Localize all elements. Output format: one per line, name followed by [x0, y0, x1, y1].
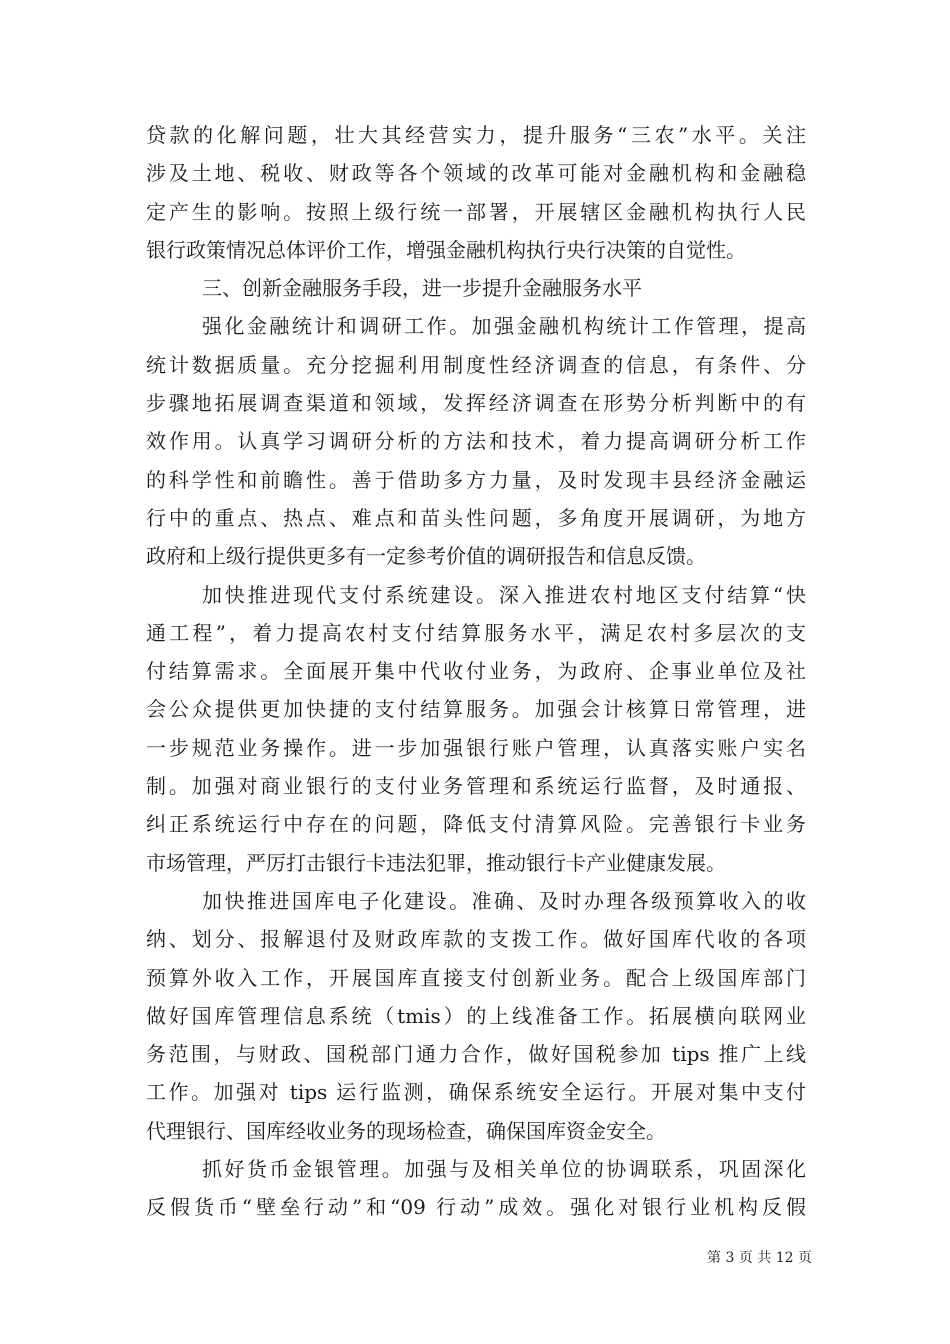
text-line: 预算外收入工作，开展国库直接支付创新业务。配合上级国库部门: [146, 965, 806, 990]
text-line: 代理银行、国库经收业务的现场检查，确保国库资金安全。: [146, 1118, 666, 1143]
paragraph-start-line: 三、创新金融服务手段，进一步提升金融服务水平: [202, 276, 642, 301]
text-line: 银行政策情况总体评价工作，增强金融机构执行央行决策的自觉性。: [146, 237, 746, 262]
text-line: 纳、划分、报解退付及财政库款的支拨工作。做好国库代收的各项: [146, 927, 806, 952]
text-line: 纠正系统运行中存在的问题，降低支付清算风险。完善银行卡业务: [146, 812, 806, 837]
text-line: 市场管理，严厉打击银行卡违法犯罪，推动银行卡产业健康发展。: [146, 850, 726, 875]
text-line: 付结算需求。全面展开集中代收付业务，为政府、企事业单位及社: [146, 659, 806, 684]
paragraph-start-line: 加快推进现代支付系统建设。深入推进农村地区支付结算“快: [202, 582, 806, 607]
paragraph-start-line: 加快推进国库电子化建设。准确、及时办理各级预算收入的收: [202, 888, 806, 913]
text-line: 一步规范业务操作。进一步加强银行账户管理，认真落实账户实名: [146, 735, 806, 760]
text-line: 的科学性和前瞻性。善于借助多方力量，及时发现丰县经济金融运: [146, 467, 806, 492]
text-line: 统计数据质量。充分挖掘利用制度性经济调查的信息，有条件、分: [146, 352, 806, 377]
document-body: [146, 116, 806, 1227]
paragraph-start-line: 抓好货币金银管理。加强与及相关单位的协调联系，巩固深化: [202, 1157, 806, 1182]
text-line: 制。加强对商业银行的支付业务管理和系统运行监督，及时通报、: [146, 774, 806, 799]
text-line: 通工程”，着力提高农村支付结算服务水平，满足农村多层次的支: [146, 620, 806, 645]
text-line: 务范围，与财政、国税部门通力合作，做好国税参加 tips 推广上线: [146, 1042, 806, 1067]
text-line: 会公众提供更加快捷的支付结算服务。加强会计核算日常管理，进: [146, 697, 806, 722]
text-line: 步骤地拓展调查渠道和领域，发挥经济调查在形势分析判断中的有: [146, 391, 806, 416]
text-line: 效作用。认真学习调研分析的方法和技术，着力提高调研分析工作: [146, 429, 806, 454]
text-line: 定产生的影响。按照上级行统一部署，开展辖区金融机构执行人民: [146, 199, 806, 224]
text-line: 贷款的化解问题，壮大其经营实力，提升服务“三农”水平。关注: [146, 123, 806, 147]
text-line: 反假货币“壁垒行动”和“09 行动”成效。强化对银行业机构反假: [146, 1195, 806, 1220]
text-line: 涉及土地、税收、财政等各个领域的改革可能对金融机构和金融稳: [146, 161, 806, 186]
text-line: 行中的重点、热点、难点和苗头性问题，多角度开展调研，为地方: [146, 505, 806, 530]
paragraph-start-line: 强化金融统计和调研工作。加强金融机构统计工作管理，提高: [202, 314, 806, 339]
text-line: 做好国库管理信息系统（tmis）的上线准备工作。拓展横向联网业: [146, 1003, 806, 1028]
text-line: 政府和上级行提供更多有一定参考价值的调研报告和信息反馈。: [146, 544, 706, 569]
text-line: 工作。加强对 tips 运行监测，确保系统安全运行。开展对集中支付: [146, 1080, 806, 1105]
page-number: 第 3 页 共 12 页: [707, 1250, 812, 1266]
